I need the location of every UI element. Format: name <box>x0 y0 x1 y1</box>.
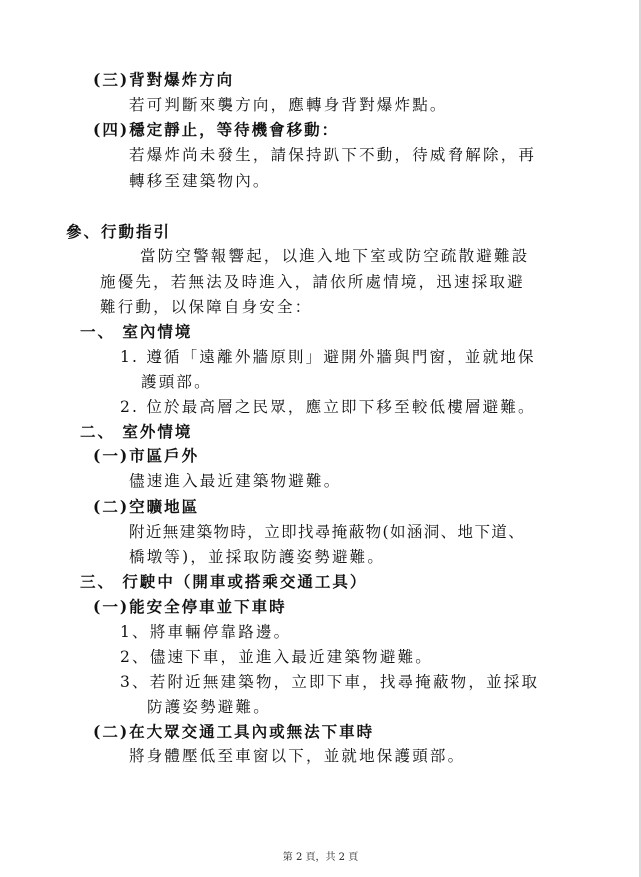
heading-indoor-situation: 一、 室內情境 <box>80 322 193 341</box>
intro-paragraph-line1: 當防空警報響起，以進入地下室或防空疏散避難設 <box>140 247 530 265</box>
driving-stop-item3-line2: 防護姿勢避難。 <box>147 698 271 716</box>
subheading-in-public-transit: (二)在大眾交通工具內或無法下車時 <box>93 722 375 741</box>
indoor-item1-line2: 護頭部。 <box>141 373 212 391</box>
driving-stop-item2: 2、儘速下車，並進入最近建築物避難。 <box>120 648 433 666</box>
subheading-open-area: (二)空曠地區 <box>93 497 200 516</box>
subsection-heading-back-to-blast: (三)背對爆炸方向 <box>93 70 235 89</box>
subsection-body-stay-still-line2: 轉移至建築物內。 <box>129 172 271 190</box>
subsection-body-stay-still-line1: 若爆炸尚未發生，請保持趴下不動，待威脅解除，再 <box>129 146 537 164</box>
page-number-footer: 第 2 頁，共 2 頁 <box>282 852 359 863</box>
part-title-action-guidance: 參、行動指引 <box>66 222 172 241</box>
subheading-urban-outdoor: (一)市區戶外 <box>93 446 200 465</box>
open-area-body-line2: 橋墩等)，並採取防護姿勢避難。 <box>129 548 386 566</box>
urban-outdoor-body: 儘速進入最近建築物避難。 <box>129 472 342 490</box>
driving-stop-item3-line1: 3、若附近無建築物，立即下車，找尋掩蔽物，並採取 <box>120 673 540 691</box>
open-area-body-line1: 附近無建築物時，立即找尋掩蔽物(如涵洞、地下道、 <box>129 523 526 541</box>
indoor-item1-line1: 1. 遵循「遠離外牆原則」避開外牆與門窗，並就地保 <box>120 348 536 366</box>
driving-stop-item1: 1、將車輛停靠路邊。 <box>120 623 292 641</box>
subsection-heading-stay-still: (四)穩定靜止，等待機會移動： <box>93 120 340 139</box>
subsection-body-back-to-blast: 若可判斷來襲方向，應轉身背對爆炸點。 <box>129 96 448 114</box>
subheading-can-stop-safely: (一)能安全停車並下車時 <box>93 597 287 616</box>
heading-while-driving: 三、 行駛中（開車或搭乘交通工具） <box>80 572 368 591</box>
in-public-transit-body: 將身體壓低至車窗以下，並就地保護頭部。 <box>129 747 466 765</box>
heading-outdoor-situation: 二、 室外情境 <box>80 422 193 441</box>
intro-paragraph-line2: 施優先，若無法及時進入，請依所處情境，迅速採取避 <box>100 273 525 291</box>
intro-paragraph-line3: 難行動，以保障自身安全： <box>100 298 313 316</box>
indoor-item2: 2. 位於最高層之民眾，應立即下移至較低樓層避難。 <box>120 398 536 416</box>
